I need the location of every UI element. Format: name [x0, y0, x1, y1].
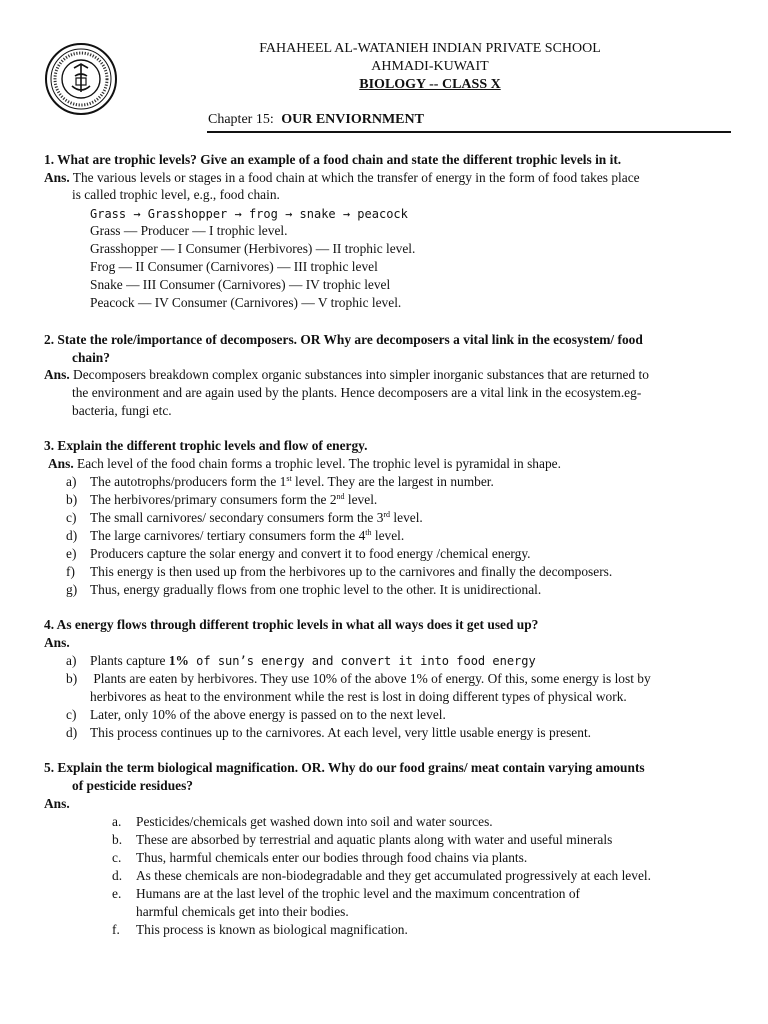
subject-title: BIOLOGY -- CLASS X: [359, 77, 501, 92]
school-location: AHMADI-KUWAIT: [371, 59, 489, 74]
trophic-level-item: Grasshopper — I Consumer (Herbivores) — II trophic level.: [90, 241, 416, 256]
list-item: c) The small carnivores/ secondary consumers form the 3rd level.: [66, 510, 423, 525]
question-5: 5. Explain the term biological magnification. OR. Why do our food grains/ meat contain varying amounts of pesticide residues?: [44, 760, 645, 793]
ans-label: Ans.: [48, 456, 74, 471]
list-item: g) Thus, energy gradually flows from one trophic level to the other. It is unidirectional.: [66, 582, 542, 597]
ans-label: Ans.: [44, 635, 70, 650]
answer-3-intro: Ans. Each level of the food chain forms a trophic level. The trophic level is pyramidal in shape.: [48, 456, 561, 471]
question-1: 1. What are trophic levels? Give an example of a food chain and state the different trophic levels in it.: [44, 152, 622, 167]
trophic-level-item: Snake — III Consumer (Carnivores) — IV trophic level: [90, 277, 391, 292]
answer-2-line-3: bacteria, fungi etc.: [72, 403, 172, 418]
answer-2-line-1: Ans. Decomposers breakdown complex organic substances into simpler inorganic substances that are returned to: [44, 367, 649, 382]
list-item: a) Plants capture 1% of sun’s energy and convert it into food energy: [66, 653, 536, 668]
question-3: 3. Explain the different trophic levels and flow of energy.: [44, 438, 368, 453]
list-item: a. Pesticides/chemicals get washed down into soil and water sources.: [112, 814, 493, 829]
trophic-level-item: Frog — II Consumer (Carnivores) — III trophic level: [90, 259, 378, 274]
list-item-continuation: harmful chemicals get into their bodies.: [136, 904, 349, 919]
ans-label: Ans.: [44, 796, 70, 811]
ans-label: Ans.: [44, 170, 70, 185]
question-4: 4. As energy flows through different trophic levels in what all ways does it get used up?: [44, 617, 539, 632]
ans-label: Ans.: [44, 367, 70, 382]
list-item: e. Humans are at the last level of the trophic level and the maximum concentration of: [112, 886, 580, 901]
answer-1-line-2: is called trophic level, e.g., food chain.: [72, 187, 280, 202]
list-item: e) Producers capture the solar energy and convert it to food energy /chemical energy.: [66, 546, 531, 561]
list-item: f) This energy is then used up from the herbivores up to the carnivores and finally the decomposers.: [66, 564, 613, 579]
answer-1-line-1: Ans. The various levels or stages in a food chain at which the transfer of energy in the form of food takes place: [44, 170, 640, 185]
list-item: d) This process continues up to the carnivores. At each level, very little usable energy is present.: [66, 725, 592, 740]
trophic-level-item: Peacock — IV Consumer (Carnivores) — V trophic level.: [90, 295, 402, 310]
food-chain-example: Grass → Grasshopper → frog → snake → peacock: [90, 207, 408, 221]
list-item-continuation: herbivores as heat to the environment while the rest is lost in doing different types of physical work.: [90, 689, 627, 704]
school-name: FAHAHEEL AL-WATANIEH INDIAN PRIVATE SCHOOL: [259, 41, 601, 56]
chapter-line: [208, 112, 424, 128]
school-logo: [44, 42, 118, 116]
list-item: d) The large carnivores/ tertiary consumers form the 4th level.: [66, 528, 405, 543]
list-item: f. This process is known as biological magnification.: [112, 922, 408, 937]
chapter-number: Chapter 15:: [208, 112, 274, 127]
list-item: b) Plants are eaten by herbivores. They use 10% of the above 1% of energy. Of this, some energy is lost by: [66, 671, 651, 686]
trophic-level-item: Grass — Producer — I trophic level.: [90, 223, 288, 238]
list-item: b) The herbivores/primary consumers form the 2nd level.: [66, 492, 378, 507]
question-2: 2. State the role/importance of decomposers. OR Why are decomposers a vital link in the ecosystem/ food chain?: [44, 332, 643, 365]
list-item: c) Later, only 10% of the above energy is passed on to the next level.: [66, 707, 446, 722]
answer-2-line-2: the environment and are again used by the plants. Hence decomposers are a vital link in the ecosystem.eg-: [72, 385, 642, 400]
list-item: c. Thus, harmful chemicals enter our bodies through food chains via plants.: [112, 850, 528, 865]
list-item: d. As these chemicals are non-biodegradable and they get accumulated progressively at each level.: [112, 868, 651, 883]
chapter-title: OUR ENVIORNMENT: [281, 112, 424, 127]
list-item: a) The autotrophs/producers form the 1st level. They are the largest in number.: [66, 474, 494, 489]
list-item: b. These are absorbed by terrestrial and aquatic plants along with water and useful minerals: [112, 832, 613, 847]
header-divider: [207, 131, 731, 133]
